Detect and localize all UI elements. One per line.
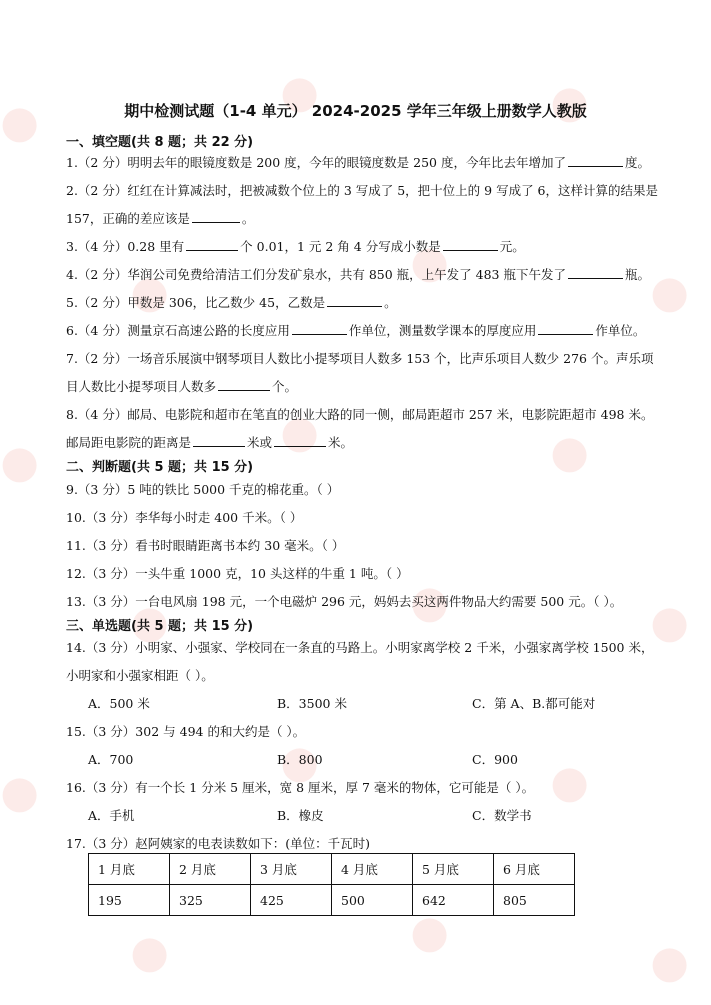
question-15: 15.（3 分）302 与 494 的和大约是（ ）。: [66, 724, 306, 739]
question-11: 11.（3 分）看书时眼睛距离书本约 30 毫米。（ ）: [66, 538, 345, 553]
watermark-logo: [533, 358, 667, 492]
question-12: 12.（3 分）一头牛重 1000 克，10 头这样的牛重 1 吨。（ ）: [66, 566, 409, 581]
option-b[interactable]: B．橡皮: [277, 808, 324, 823]
option-a[interactable]: A．手机: [88, 808, 135, 823]
answer-blank[interactable]: [274, 434, 326, 447]
answer-blank[interactable]: [292, 322, 347, 335]
answer-blank[interactable]: [186, 238, 238, 251]
table-cell: 500: [332, 885, 413, 916]
question-4: 4.（2 分）华润公司免费给清洁工们分发矿泉水，共有 850 瓶，上午发了 483 瓶下午发了 瓶。: [66, 267, 650, 282]
option-c[interactable]: C．第 A、B.都可能对: [472, 696, 596, 711]
question-16: 16.（3 分）有一个长 1 分米 5 厘米，宽 8 厘米，厚 7 毫米的物体，它可能是（ ）。: [66, 780, 535, 795]
table-header-row: [89, 854, 575, 885]
answer-blank[interactable]: [443, 238, 498, 251]
answer-blank[interactable]: [327, 294, 382, 307]
table-header-cell: 4 月底: [332, 854, 413, 885]
table-row: [89, 885, 575, 916]
question-7: 7.（2 分）一场音乐展演中钢琴项目人数比小提琴项目人数多 153 个，比声乐项目人数少 276 个。声乐项: [66, 351, 654, 366]
option-c[interactable]: C．数学书: [472, 808, 532, 823]
option-b[interactable]: B．800: [277, 752, 323, 767]
question-3: 3.（4 分）0.28 里有 个 0.01，1 元 2 角 4 分写成小数是 元。: [66, 239, 525, 254]
question-17: 17.（3 分）赵阿姨家的电表读数如下：(单位：千瓦时): [66, 836, 371, 851]
question-2-cont: 157，正确的差应该是 。: [66, 211, 255, 226]
meter-reading-table: [88, 853, 575, 916]
question-6: 6.（4 分）测量京石高速公路的长度应用 作单位，测量数学课本的厚度应用 作单位。: [66, 323, 646, 338]
question-7-cont: 目人数比小提琴项目人数多 个。: [66, 379, 298, 394]
table-cell: 195: [89, 885, 170, 916]
table-header-cell: 6 月底: [494, 854, 575, 885]
table-cell: 425: [251, 885, 332, 916]
table-cell: 325: [170, 885, 251, 916]
question-9: 9.（3 分）5 吨的铁比 5000 千克的棉花重。（ ）: [66, 482, 340, 497]
page-title: 期中检测试题（1-4 单元） 2024-2025 学年三年级上册数学人教版: [124, 102, 587, 120]
section-heading-single-choice: 三、单选题(共 5 题；共 15 分): [66, 619, 254, 634]
section-heading-true-false: 二、判断题(共 5 题；共 15 分): [66, 460, 254, 475]
answer-blank[interactable]: [538, 322, 593, 335]
watermark-logo: [633, 868, 711, 1002]
answer-blank[interactable]: [192, 210, 240, 223]
option-a[interactable]: A．500 米: [88, 696, 150, 711]
option-c[interactable]: C．900: [472, 752, 518, 767]
question-1: 1.（2 分）明明去年的眼镜度数是 200 度，今年的眼镜度数是 250 度，今年比去年增加了 度。: [66, 155, 650, 170]
table-cell: 805: [494, 885, 575, 916]
answer-blank[interactable]: [568, 154, 623, 167]
question-14-cont: 小明家和小强家相距（ ）。: [66, 668, 214, 683]
question-2: 2.（2 分）红红在计算减法时，把被减数个位上的 3 写成了 5，把十位上的 9 写成了 6，这样计算的结果是: [66, 183, 659, 198]
question-13: 13.（3 分）一台电风扇 198 元，一个电磁炉 296 元，妈妈去买这两件物品大约需要 500 元。（ ）。: [66, 594, 623, 609]
question-10: 10.（3 分）李华每小时走 400 千米。（ ）: [66, 510, 303, 525]
answer-blank[interactable]: [568, 266, 623, 279]
question-8-cont: 邮局距电影院的距离是 米或 米。: [66, 435, 354, 450]
answer-blank[interactable]: [193, 434, 245, 447]
section-heading-fill-in: 一、填空题(共 8 题；共 22 分): [66, 135, 254, 150]
option-a[interactable]: A．700: [88, 752, 134, 767]
question-8: 8.（4 分）邮局、电影院和超市在笔直的创业大路的同一侧，邮局距超市 257 米，电影院距超市 498 米。: [66, 407, 654, 422]
option-b[interactable]: B．3500 米: [277, 696, 347, 711]
question-14: 14.（3 分）小明家、小强家、学校同在一条直的马路上。小明家离学校 2 千米，小强家离学校 1500 米，: [66, 640, 654, 655]
table-header-cell: 2 月底: [170, 854, 251, 885]
table-header-cell: 5 月底: [413, 854, 494, 885]
answer-blank[interactable]: [218, 378, 270, 391]
watermark-logo: [393, 508, 527, 642]
watermark-logo: [533, 8, 667, 142]
table-header-cell: 1 月底: [89, 854, 170, 885]
table-cell: 642: [413, 885, 494, 916]
question-5: 5.（2 分）甲数是 306，比乙数少 45，乙数是 。: [66, 295, 397, 310]
table-header-cell: 3 月底: [251, 854, 332, 885]
